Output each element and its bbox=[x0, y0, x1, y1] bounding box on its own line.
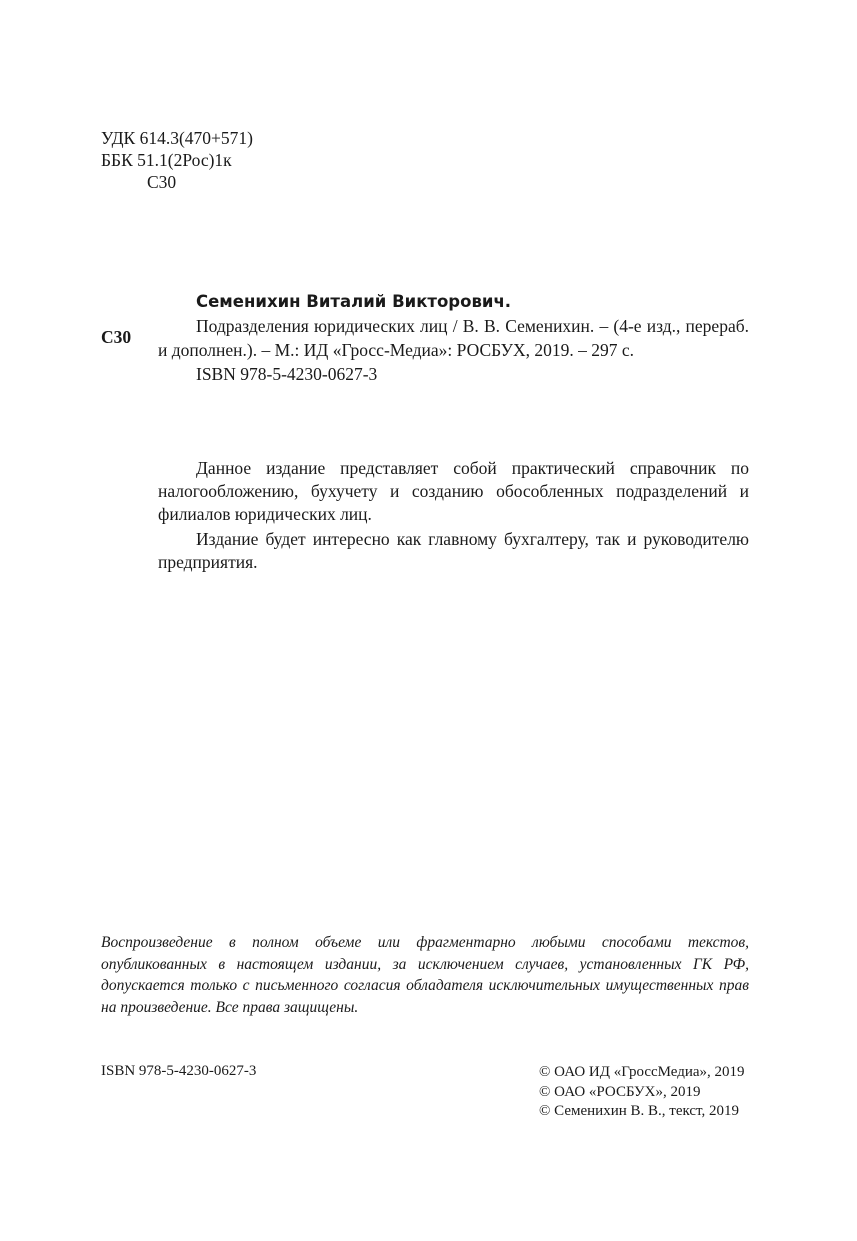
copyright-holders bbox=[539, 1063, 745, 1122]
side-author-sign: С30 bbox=[101, 327, 132, 347]
copyright-line: © ОАО «РОСБУХ», 2019 bbox=[539, 1083, 701, 1100]
isbn: ISBN 978-5-4230-0627-3 bbox=[196, 364, 378, 384]
copyright-notice: Воспроизведение в полном объеме или фрагментарно любыми способами текстов, опубликованных в настоящем издании, за исключением случаев, установленных ГК РФ, допускается только с письменного согласия обладателя исключительных имущественных прав на произведение. Все права защищены. bbox=[101, 934, 749, 1016]
bbk-code: ББК 51.1(2Рос)1к bbox=[101, 150, 232, 170]
annotation-paragraph: Издание будет интересно как главному бухгалтеру, так и руководителю предприятия. bbox=[158, 529, 749, 572]
udk-code: УДК 614.3(470+571) bbox=[101, 128, 254, 148]
annotation-paragraph: Данное издание представляет собой практический справочник по налогообложению, бухучету и созданию обособленных подразделений и филиалов юридических лиц. bbox=[158, 458, 749, 524]
author-sign: С30 bbox=[147, 172, 177, 192]
author-name: Семенихин Виталий Викторович. bbox=[196, 292, 512, 311]
footer-isbn: ISBN 978-5-4230-0627-3 bbox=[101, 1063, 257, 1079]
copyright-line: © ОАО ИД «ГроссМедиа», 2019 bbox=[539, 1064, 745, 1080]
bibliographic-record bbox=[158, 290, 749, 386]
classification-codes bbox=[101, 127, 253, 193]
annotation bbox=[158, 457, 749, 574]
bibliographic-description: Подразделения юридических лиц / В. В. Семенихин. – (4-е изд., перераб. и дополнен.). – М.: ИД «Гросс-Медиа»: РОСБУХ, 2019. – 297 с. bbox=[158, 316, 749, 360]
copyright-line: © Семенихин В. В., текст, 2019 bbox=[539, 1103, 739, 1119]
